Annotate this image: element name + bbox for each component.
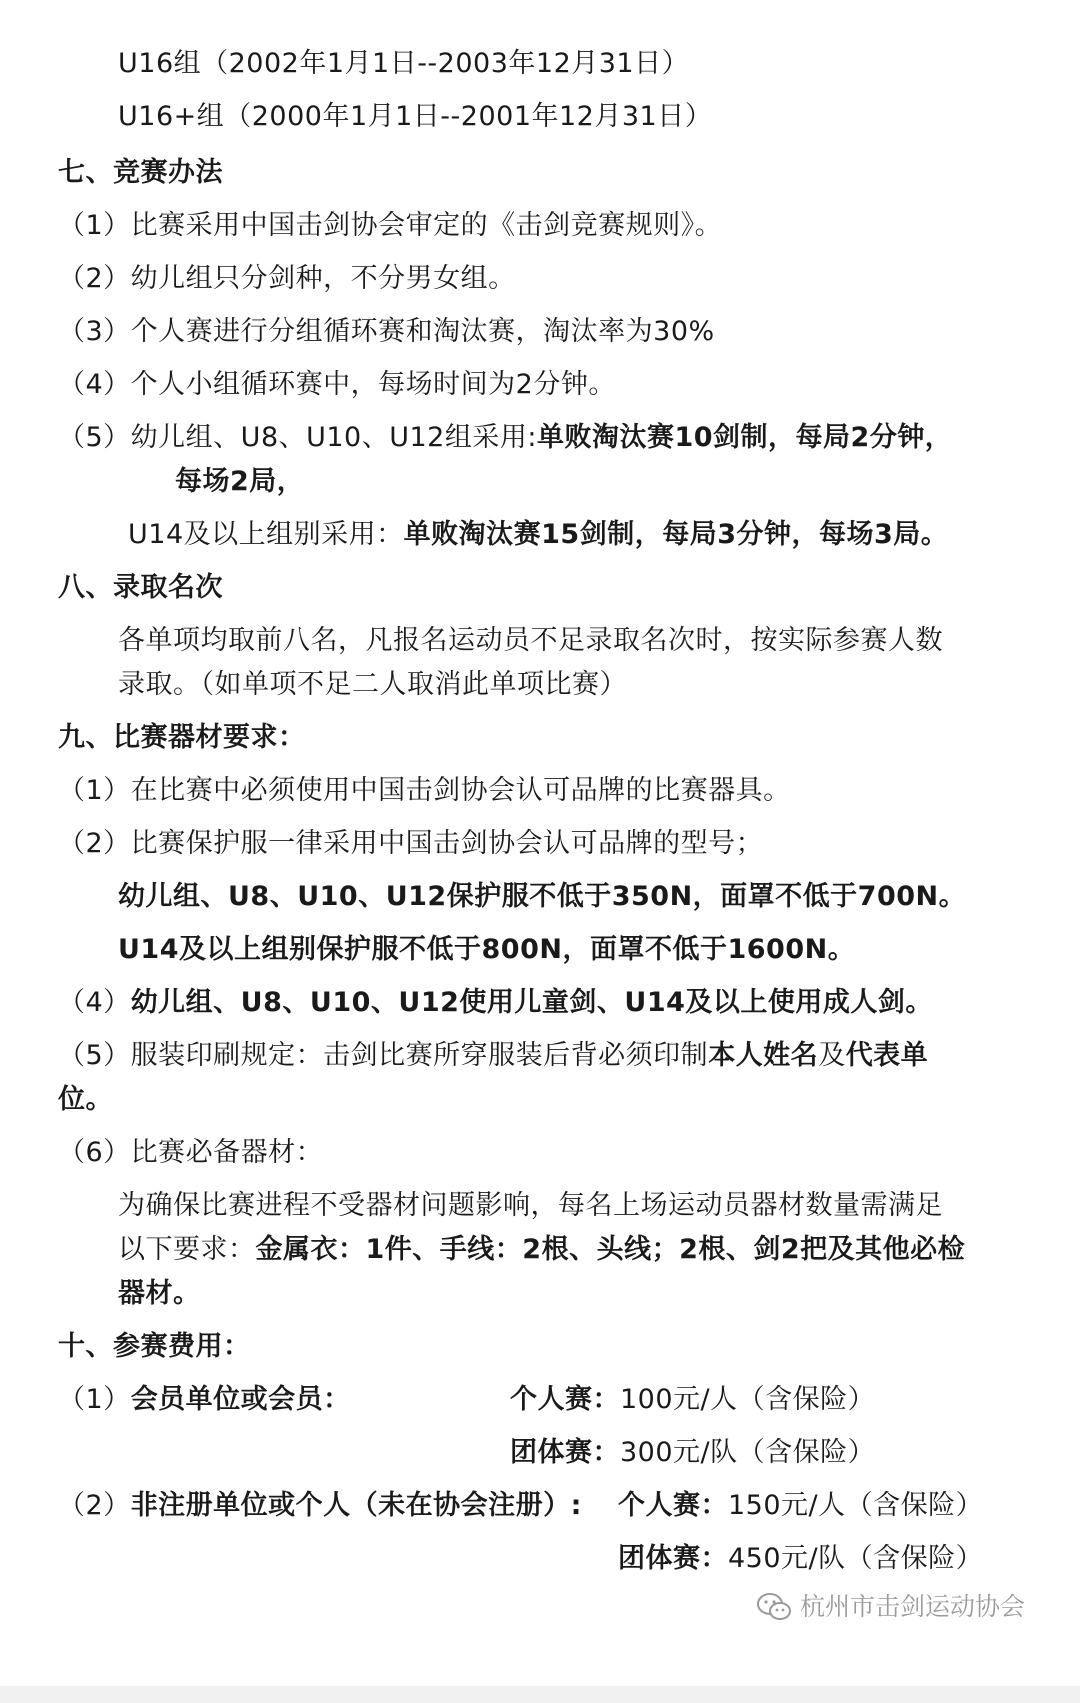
fee-row-2-num: （2） (58, 1490, 131, 1521)
rule-item-1: （1）比赛采用中国击剑协会审定的《击剑竞赛规则》。 (58, 210, 723, 241)
section-heading-9: 九、比赛器材要求： (58, 722, 306, 753)
age-group-u16-plus: U16+组（2000年1月1日--2001年12月31日） (118, 101, 713, 132)
fee-nonmember-individual-value: 150元/人（含保险） (728, 1490, 984, 1521)
rule-item-5-bold: 单败淘汰赛10剑制，每局2分钟， (536, 422, 953, 453)
fee-nonmember-team-value: 450元/队（含保险） (728, 1543, 984, 1574)
age-group-u16: U16组（2002年1月1日--2003年12月31日） (118, 48, 690, 79)
equipment-item-2-senior: U14及以上组别保护服不低于800N，面罩不低于1600N。 (118, 934, 856, 965)
ranking-text-line-1: 各单项均取前八名，凡报名运动员不足录取名次时，按实际参赛人数 (118, 625, 943, 656)
equipment-item-6-text-3: 器材。 (118, 1278, 201, 1309)
equipment-item-5-cont: 位。 (58, 1084, 113, 1115)
equipment-item-6-text-1: 为确保比赛进程不受器材问题影响，每名上场运动员器材数量需满足 (118, 1190, 943, 1221)
equipment-item-4-label: （4） (58, 987, 131, 1018)
bottom-bar (0, 1686, 1080, 1703)
equipment-item-5-and: 及 (818, 1040, 846, 1071)
fee-member-team-label: 团体赛： (510, 1437, 620, 1468)
fee-row-2-category: 非注册单位或个人（未在协会注册）: (130, 1490, 582, 1521)
ranking-text-line-2: 录取。（如单项不足二人取消此单项比赛） (118, 669, 627, 700)
equipment-item-6-text-2 (118, 1230, 965, 1270)
rule-item-5-cont: 每场2局， (175, 466, 305, 497)
rule-item-5 (58, 418, 952, 458)
watermark-text: 杭州市击剑运动协会 (800, 1592, 1026, 1621)
fee-row-nonmember (58, 1486, 582, 1526)
equipment-item-6-bold: 金属衣：1件、手线：2根、头线；2根、剑2把及其他必检 (255, 1234, 966, 1265)
fee-nonmember-individual (618, 1486, 983, 1526)
fee-nonmember-team-label: 团体赛： (618, 1543, 728, 1574)
rule-item-2: （2）幼儿组只分剑种，不分男女组。 (58, 263, 516, 294)
equipment-item-4 (58, 983, 933, 1023)
equipment-item-5-unit: 代表单 (845, 1040, 929, 1071)
rule-item-4: （4）个人小组循环赛中，每场时间为2分钟。 (58, 369, 616, 400)
equipment-item-6-label: 以下要求： (118, 1234, 256, 1265)
equipment-item-5-name: 本人姓名 (708, 1040, 819, 1071)
fee-nonmember-individual-label: 个人赛： (618, 1490, 728, 1521)
rule-item-5-u14 (128, 515, 948, 555)
rule-item-5-label: （5）幼儿组、U8、U10、U12组采用: (58, 422, 537, 453)
equipment-item-6: （6）比赛必备器材： (58, 1137, 324, 1168)
section-heading-8: 八、录取名次 (58, 572, 223, 603)
watermark (756, 1587, 1025, 1627)
equipment-item-1: （1）在比赛中必须使用中国击剑协会认可品牌的比赛器具。 (58, 775, 791, 806)
rule-item-3: （3）个人赛进行分组循环赛和淘汰赛，淘汰率为30% (58, 316, 715, 347)
fee-row-member-individual (58, 1380, 351, 1420)
fee-member-team-value: 300元/队（含保险） (620, 1437, 876, 1468)
equipment-item-2-junior: 幼儿组、U8、U10、U12保护服不低于350N，面罩不低于700N。 (118, 881, 967, 912)
fee-member-team (510, 1433, 875, 1473)
rule-item-5-u14-label: U14及以上组别采用： (128, 519, 404, 550)
fee-row-1-category: 会员单位或会员： (130, 1384, 351, 1415)
fee-nonmember-team (618, 1539, 983, 1579)
fee-member-individual-label: 个人赛： (510, 1384, 620, 1415)
equipment-item-2: （2）比赛保护服一律采用中国击剑协会认可品牌的型号； (58, 828, 764, 859)
equipment-item-4-bold: 幼儿组、U8、U10、U12使用儿童剑、U14及以上使用成人剑。 (130, 987, 933, 1018)
equipment-item-5 (58, 1036, 928, 1076)
section-heading-7: 七、竞赛办法 (58, 157, 223, 188)
equipment-item-5-label: （5）服装印刷规定：击剑比赛所穿服装后背必须印制 (58, 1040, 709, 1071)
fee-member-individual-value: 100元/人（含保险） (620, 1384, 876, 1415)
fee-row-1-num: （1） (58, 1384, 131, 1415)
rule-item-5-u14-bold: 单败淘汰赛15剑制，每局3分钟，每场3局。 (403, 519, 949, 550)
wechat-icon (756, 1592, 792, 1622)
fee-member-individual (510, 1380, 875, 1420)
section-heading-10: 十、参赛费用： (58, 1331, 251, 1362)
